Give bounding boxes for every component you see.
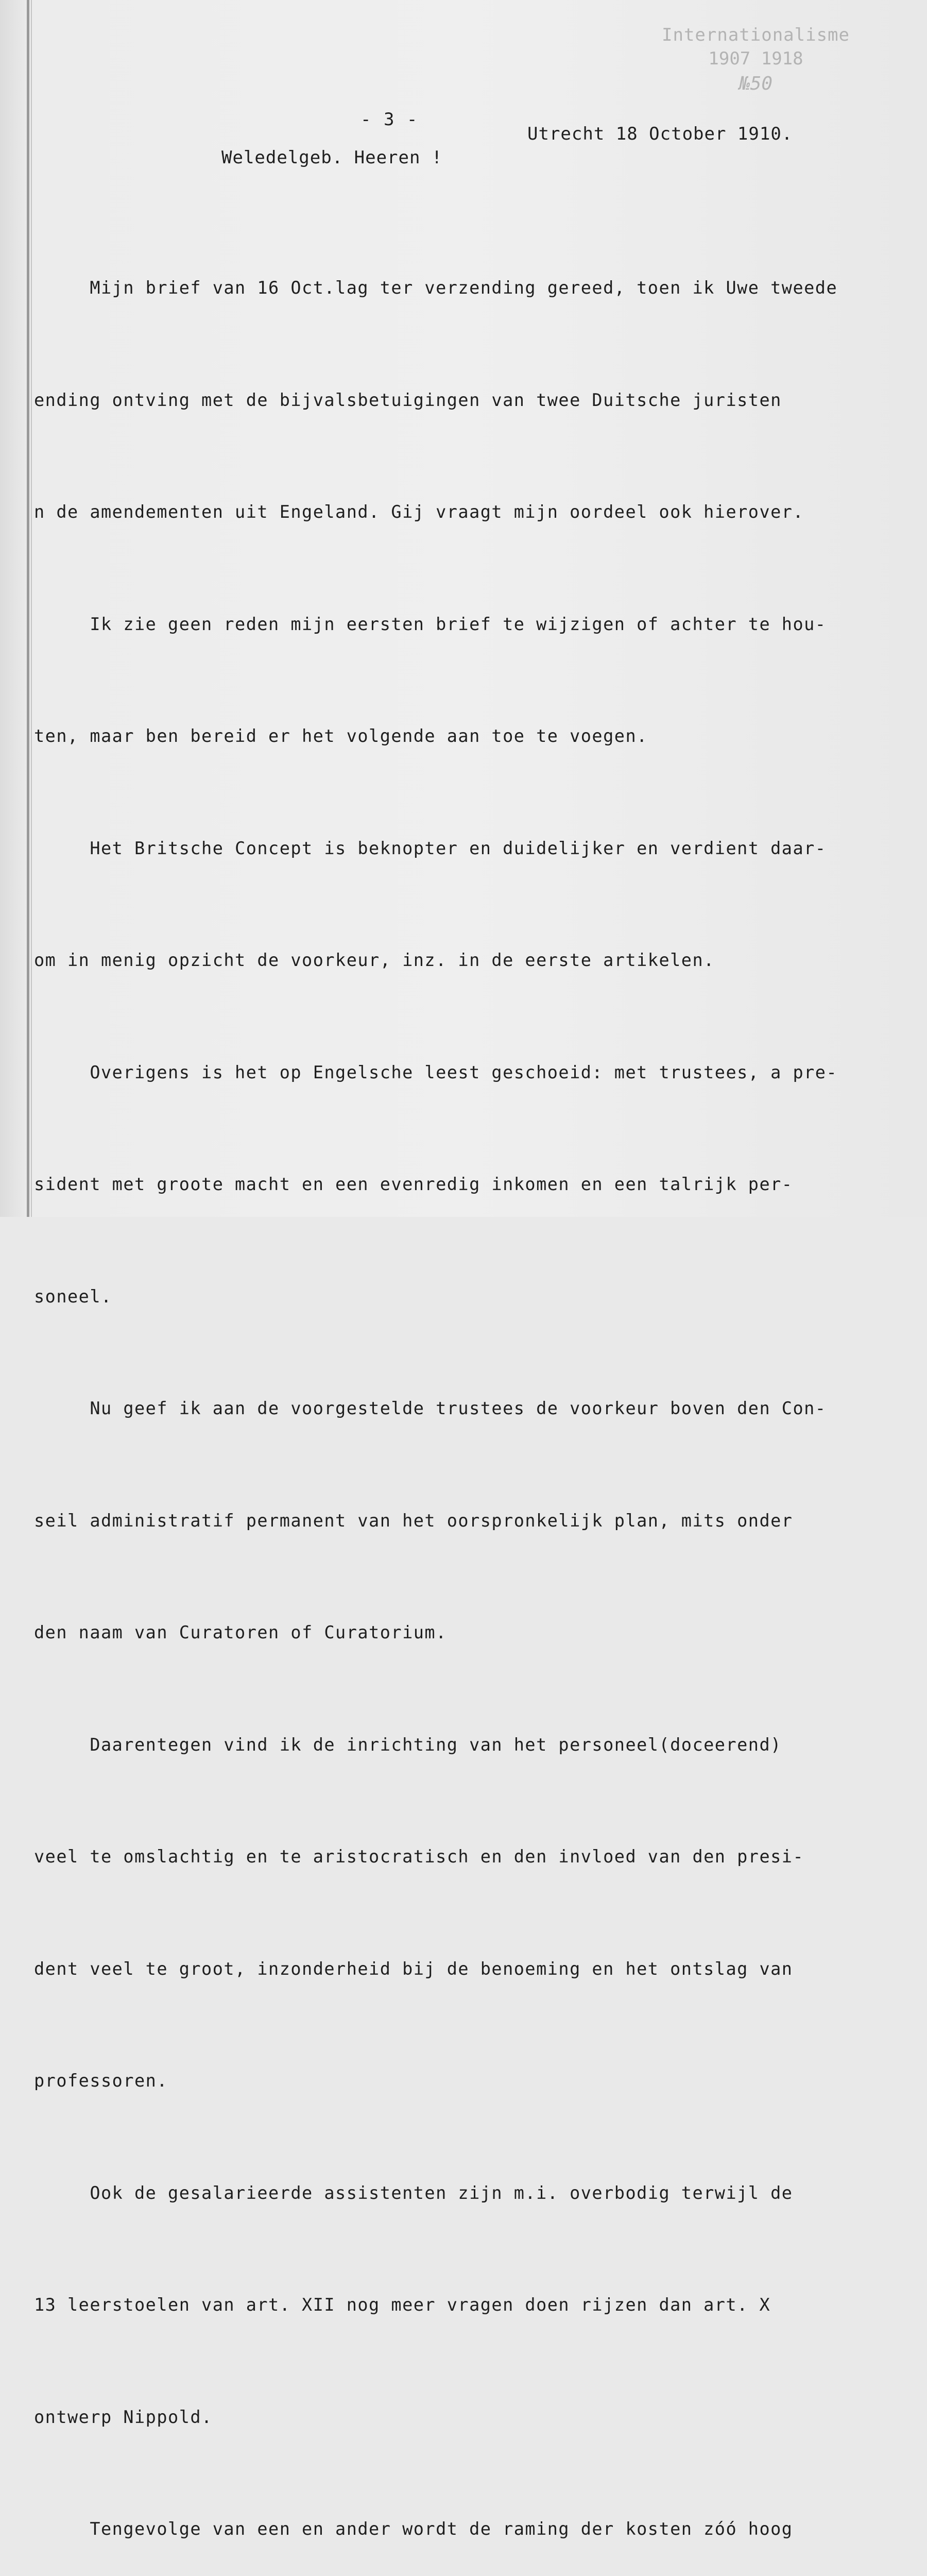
text-line: veel te omslachtig en te aristocratisch en den invloed van den presi- — [34, 1846, 804, 1867]
text-line: ending ontving met de bijvalsbetuigingen van twee Duitsche juristen — [34, 389, 782, 410]
text-line: Overigens is het op Engelsche leest geschoeid: met trustees, a pre- — [34, 1062, 838, 1082]
text-line: professoren. — [34, 2071, 168, 2091]
page-number: - 3 - — [360, 109, 419, 130]
stamp-line-2: 1907 1918 — [708, 48, 803, 69]
text-line: ten, maar ben bereid er het volgende aan toe te voegen. — [34, 726, 648, 746]
text-line: sident met groote macht en een evenredig inkomen en een talrijk per- — [34, 1174, 793, 1194]
text-line: den naam van Curatoren of Curatorium. — [34, 1622, 447, 1642]
archive-stamp — [662, 25, 850, 94]
page-fold-edge — [27, 0, 29, 1217]
text-line: soneel. — [34, 1286, 112, 1307]
letter-salutation: Weledelgeb. Heeren ! — [221, 147, 443, 168]
stamp-line-3: №50 — [739, 73, 773, 94]
text-line: n de amendementen uit Engeland. Gij vraagt mijn oordeel ook hierover. — [34, 502, 804, 522]
text-line: Nu geef ik aan de voorgestelde trustees de voorkeur boven den Con- — [34, 1398, 827, 1418]
text-line: Ook de gesalarieerde assistenten zijn m.i. overbodig terwijl de — [34, 2182, 793, 2203]
text-line: 13 leerstoelen van art. XII nog meer vragen doen rijzen dan art. X — [34, 2295, 771, 2315]
text-line: Daarentegen vind ik de inrichting van het personeel(doceerend) — [34, 1734, 782, 1755]
stamp-line-1: Internationalisme — [662, 25, 850, 45]
text-line: Mijn brief van 16 Oct.lag ter verzending gereed, toen ik Uwe tweede — [34, 278, 838, 298]
text-line: dent veel te groot, inzonderheid bij de benoeming en het ontslag van — [34, 1958, 793, 1979]
text-line: Ik zie geen reden mijn eersten brief te wijzigen of achter te hou- — [34, 614, 827, 634]
letter-date: Utrecht 18 October 1910. — [527, 124, 793, 144]
page-fold-shadow — [31, 0, 32, 1217]
letter-body — [34, 195, 837, 2576]
text-line: Tengevolge van een en ander wordt de raming der kosten zóó hoog — [34, 2519, 793, 2539]
text-line: om in menig opzicht de voorkeur, inz. in de eerste artikelen. — [34, 950, 715, 970]
text-line: seil administratif permanent van het oorspronkelijk plan, mits onder — [34, 1510, 793, 1531]
text-line: Het Britsche Concept is beknopter en duidelijker en verdient daar- — [34, 838, 827, 858]
text-line: ontwerp Nippold. — [34, 2406, 213, 2427]
